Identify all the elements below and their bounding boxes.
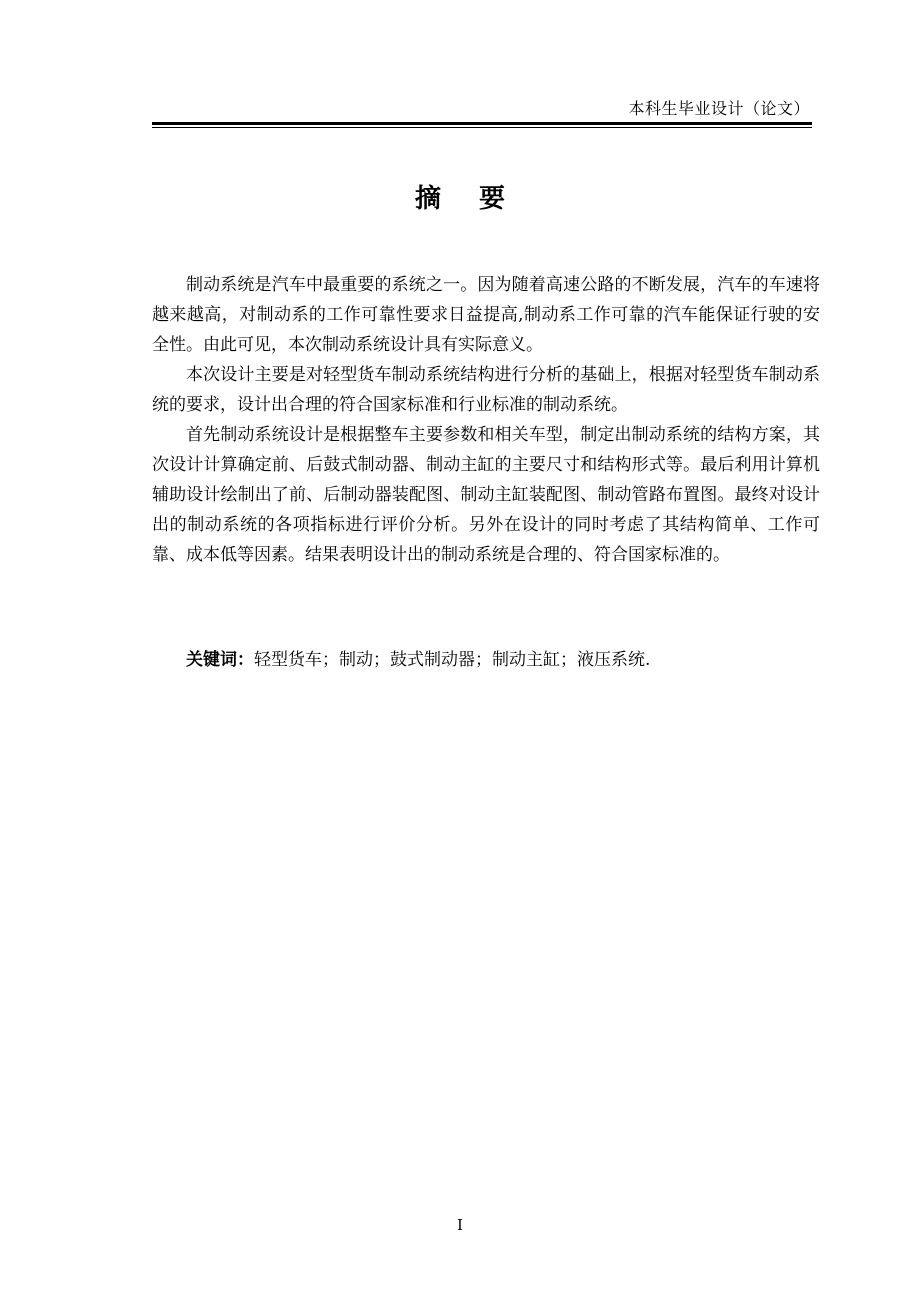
header-rule-thick bbox=[152, 122, 812, 125]
keywords-line bbox=[152, 645, 820, 675]
abstract-paragraph-3: 首先制动系统设计是根据整车主要参数和相关车型，制定出制动系统的结构方案，其次设计计算确定前、后鼓式制动器、制动主缸的主要尺寸和结构形式等。最后利用计算机辅助设计绘制出了前、后制动器装配图、制动主缸装配图、制动管路布置图。最终对设计出的制动系统的各项指标进行评价分析。另外在设计的同时考虑了其结构简单、工作可靠、成本低等因素。结果表明设计出的制动系统是合理的、符合国家标准的。 bbox=[152, 425, 820, 565]
abstract-body bbox=[152, 270, 820, 570]
keywords-text: 轻型货车；制动；鼓式制动器；制动主缸；液压系统. bbox=[254, 650, 651, 670]
keywords-label: 关键词： bbox=[186, 650, 254, 670]
page-title: 摘要 bbox=[414, 184, 543, 214]
running-header: 本科生毕业设计（论文） bbox=[628, 99, 810, 118]
abstract-paragraph-2: 本次设计主要是对轻型货车制动系统结构进行分析的基础上，根据对轻型货车制动系统的要求，设计出合理的符合国家标准和行业标准的制动系统。 bbox=[152, 365, 820, 415]
abstract-paragraph-1: 制动系统是汽车中最重要的系统之一。因为随着高速公路的不断发展，汽车的车速将越来越高，对制动系的工作可靠性要求日益提高,制动系工作可靠的汽车能保证行驶的安全性。由此可见，本次制动系统设计具有实际意义。 bbox=[152, 275, 820, 355]
page-number: I bbox=[457, 1216, 463, 1234]
header-rule-thin bbox=[152, 127, 812, 128]
